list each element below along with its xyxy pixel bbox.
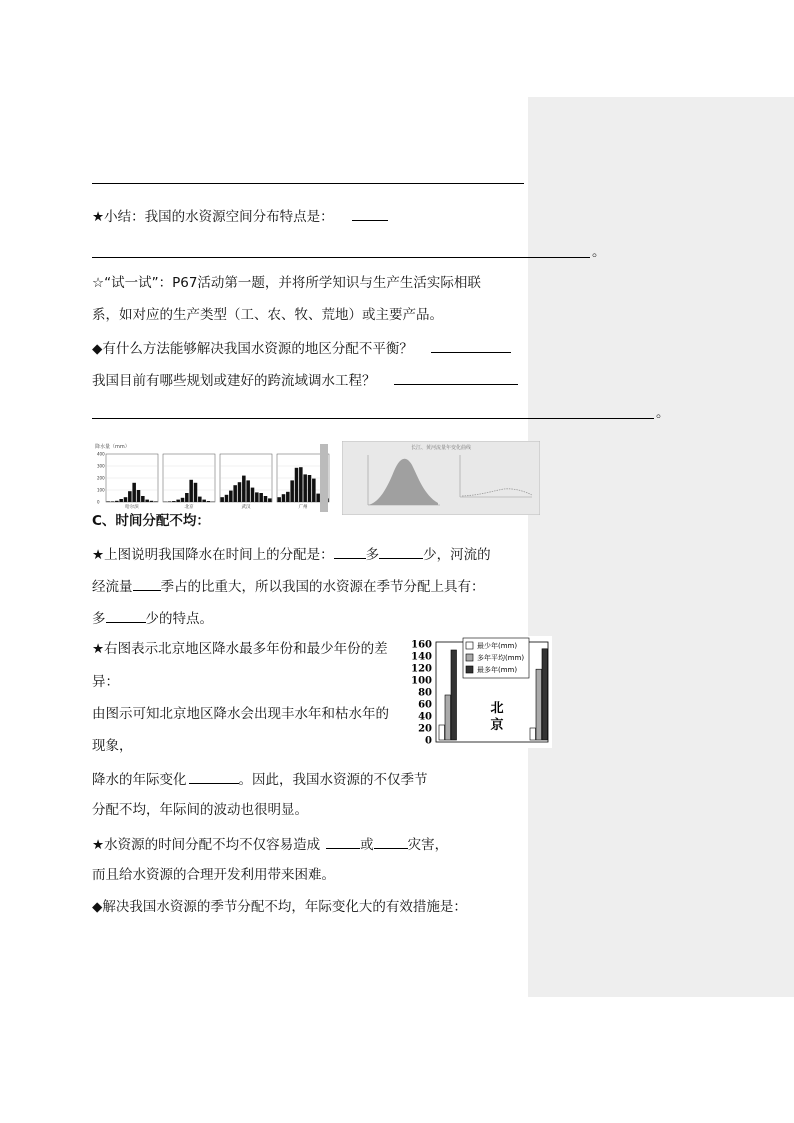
precip-bar <box>220 497 224 502</box>
y-tick-label: 160 <box>411 639 432 651</box>
beijing-line: ★右图表示北京地区降水最多年份和最少年份的差 <box>92 641 388 657</box>
answer-line <box>92 257 590 258</box>
measures-line: ◆解决我国水资源的季节分配不均，年际变化大的有效措施是： <box>92 899 467 915</box>
precip-bar <box>246 480 250 502</box>
precip-bar <box>207 501 211 502</box>
precip-bar <box>132 483 136 502</box>
precip-bar <box>312 479 316 502</box>
legend-label: 最少年(mm) <box>477 642 518 650</box>
precip-bar <box>198 497 202 502</box>
y-tick-label: 200 <box>97 475 105 481</box>
figure-shadow <box>320 444 328 512</box>
bar-right <box>536 669 542 740</box>
legend-label: 多年平均(mm) <box>477 654 525 662</box>
panel-label: 广州 <box>298 505 308 510</box>
runoff-line: 经流量 季占的比重大，所以我国的水资源在季节分配上具有： <box>92 576 485 596</box>
figure-title: 长江、黄河流量年变化曲线 <box>410 445 472 451</box>
section-heading: C、时间分配不均： <box>92 513 210 529</box>
precip-bar <box>176 500 180 502</box>
legend-swatch <box>466 666 473 673</box>
y-tick-label: 80 <box>418 687 432 699</box>
precip-bar <box>185 493 189 502</box>
category-label-top: 北 <box>490 701 504 716</box>
precip-bar <box>202 500 206 502</box>
precip-bar <box>111 501 115 502</box>
precip-bar <box>251 488 255 502</box>
answer-blank[interactable] <box>352 206 388 221</box>
beijing-line-4: 现象， <box>92 738 133 754</box>
bar-right <box>542 649 548 740</box>
answer-blank[interactable] <box>133 576 161 591</box>
interannual-line-2: 分配不均，年际间的波动也很明显。 <box>92 802 308 818</box>
y-tick-label: 40 <box>418 711 432 723</box>
precip-bar <box>242 476 246 502</box>
y-tick-label: 140 <box>411 651 432 663</box>
answer-blank[interactable] <box>374 834 408 849</box>
precip-bar <box>238 482 242 502</box>
precip-bar <box>268 498 272 502</box>
precip-bar <box>154 501 158 502</box>
feature-line: 多 少的特点。 <box>92 608 213 628</box>
legend-swatch <box>466 642 473 649</box>
precip-bar <box>119 499 123 502</box>
answer-blank[interactable] <box>326 834 360 849</box>
precipitation-bar-charts <box>92 440 332 516</box>
summary-text: ★小结：我国的水资源空间分布特点是： <box>92 209 334 225</box>
try-activity-line: ☆“试一试”：P67活动第一题，并将所学知识与生产生活实际相联 <box>92 275 481 291</box>
precip-bar <box>286 492 290 502</box>
precip-bar <box>189 480 193 502</box>
precip-bar <box>316 494 320 502</box>
panel-label: 武汉 <box>241 505 251 510</box>
y-tick-label: 20 <box>418 723 432 735</box>
answer-line <box>92 418 654 419</box>
y-tick-label: 0 <box>97 499 100 505</box>
river-flow-figure <box>342 441 540 515</box>
answer-blank[interactable] <box>106 608 146 623</box>
precip-bar <box>168 501 172 502</box>
beijing-line-2: 异： <box>92 674 119 690</box>
precip-bar <box>172 501 176 502</box>
precip-bar <box>225 495 229 502</box>
time-distribution-line: ★上图说明我国降水在时间上的分配是： 多 少，河流的 <box>92 544 491 564</box>
precip-bar <box>282 494 286 502</box>
precip-bar <box>150 501 154 502</box>
question-line-2: 我国目前有哪些规划或建好的跨流域调水工程？ <box>92 370 518 390</box>
precip-bar <box>194 483 198 502</box>
precip-bar <box>181 498 185 502</box>
precip-bar <box>128 491 132 502</box>
bar-right <box>530 728 536 740</box>
precip-bar <box>259 493 263 502</box>
answer-blank[interactable] <box>334 544 366 559</box>
y-tick-label: 120 <box>411 663 432 675</box>
precip-bar <box>277 497 281 502</box>
precip-bar <box>255 492 259 502</box>
y-tick-label: 0 <box>425 735 432 747</box>
precip-bar <box>290 480 294 502</box>
category-label-bottom: 京 <box>490 718 504 733</box>
answer-blank[interactable] <box>431 338 511 353</box>
bar-left <box>451 650 457 740</box>
legend-swatch <box>466 654 473 661</box>
comment-pane <box>528 97 794 997</box>
panel-label: 哈尔滨 <box>125 505 139 510</box>
y-tick-label: 300 <box>97 463 105 469</box>
try-activity-line-2: 系，如对应的生产类型（工、农、牧、荒地）或主要产品。 <box>92 307 443 323</box>
precip-bar <box>299 467 303 502</box>
precip-bar <box>145 500 149 502</box>
beijing-line-3: 由图示可知北京地区降水会出现丰水年和枯水年的 <box>92 706 389 722</box>
y-tick-label: 400 <box>97 451 105 457</box>
legend-label: 最多年(mm) <box>477 666 518 674</box>
y-tick-label: 100 <box>411 675 432 687</box>
precip-bar <box>233 485 237 502</box>
precip-bar <box>141 496 145 502</box>
period-mark: 。 <box>592 244 606 260</box>
disaster-line-2: 而且给水资源的合理开发利用带来困难。 <box>92 867 335 883</box>
answer-blank[interactable] <box>394 370 518 385</box>
y-axis-label: 降水量（mm） <box>95 444 130 450</box>
precip-bar <box>295 468 299 502</box>
precip-bar <box>115 501 119 502</box>
disaster-line: ★水资源的时间分配不均不仅容易造成 或 灾害， <box>92 834 448 854</box>
y-tick-label: 60 <box>418 699 432 711</box>
y-tick-label: 100 <box>97 487 105 493</box>
question-line: ◆有什么方法能够解决我国水资源的地区分配不平衡？ <box>92 338 511 358</box>
answer-blank[interactable] <box>189 769 239 784</box>
bar-left <box>439 725 445 740</box>
precip-bar <box>124 497 128 502</box>
period-mark: 。 <box>656 405 670 421</box>
beijing-precipitation-chart <box>410 636 552 748</box>
summary-line <box>92 206 388 226</box>
precip-bar <box>303 474 307 502</box>
panel-label: 北京 <box>184 505 194 510</box>
precip-bar <box>229 491 233 502</box>
answer-blank[interactable] <box>379 544 423 559</box>
interannual-line: 降水的年际变化 。因此，我国水资源的不仅季节 <box>92 769 428 789</box>
answer-line-top <box>92 183 524 184</box>
precip-bar <box>264 496 268 502</box>
precip-bar <box>308 475 312 502</box>
precip-bar <box>106 501 110 502</box>
bar-left <box>445 695 451 740</box>
precip-bar <box>137 490 141 502</box>
